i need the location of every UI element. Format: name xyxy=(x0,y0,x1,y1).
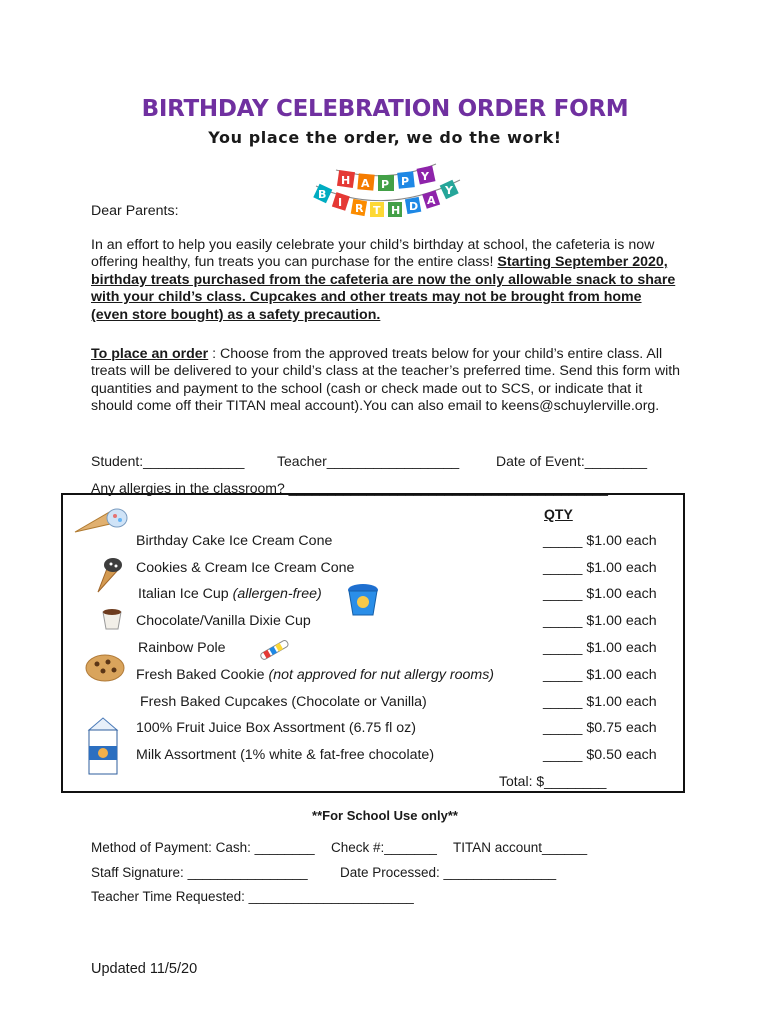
order-instructions-text: : Choose from the approved treats below for your child’s entire class. All treats will be delivered to your child’s class at the teacher’s preferred time. Send this form with quantities and payment to the school (cash or check made out to SCS, or indicate that it should come off their TITAN meal account).You can also email to keens@schuylerville.org. xyxy=(91,346,681,415)
price-rainbow-pole[interactable]: _____ $1.00 each xyxy=(543,640,657,656)
school-use-heading: **For School Use only** xyxy=(312,808,458,823)
svg-text:H: H xyxy=(341,174,351,187)
dixie-cup-image xyxy=(101,608,123,632)
item-milk: Milk Assortment (1% white & fat-free chocolate) xyxy=(136,747,435,763)
svg-text:P: P xyxy=(401,175,410,188)
svg-text:T: T xyxy=(373,204,381,217)
check-number-field[interactable]: Check #:_______ xyxy=(331,840,437,855)
banner-flag-h xyxy=(337,170,355,188)
allergies-field[interactable]: Any allergies in the classroom? _________________________________________ xyxy=(91,480,608,496)
page-subtitle: You place the order, we do the work! xyxy=(208,128,562,147)
qty-header: QTY xyxy=(544,506,573,522)
banner-flag-y xyxy=(417,166,436,185)
price-fresh-cookie[interactable]: _____ $1.00 each xyxy=(543,667,657,683)
order-heading: To place an order xyxy=(91,346,209,362)
cookie-image xyxy=(84,653,126,683)
item-italian-ice-name: Italian Ice Cup xyxy=(138,586,233,602)
svg-text:B: B xyxy=(318,188,327,201)
banner-flag-p1 xyxy=(378,175,394,191)
price-birthday-cake-cone[interactable]: _____ $1.00 each xyxy=(543,533,657,549)
greeting: Dear Parents: xyxy=(91,203,179,219)
price-juice-box[interactable]: _____ $0.75 each xyxy=(543,720,657,736)
policy-notice: Starting September 2020, birthday treats purchased from the cafeteria are now the only allowable snack to share with your child’s class. Cupcakes and other treats may not be brought from home (even store bought) as a safety precaution. xyxy=(91,254,676,323)
banner-flag-p2 xyxy=(397,171,415,189)
item-rainbow-pole: Rainbow Pole xyxy=(138,640,226,656)
milk-carton-image xyxy=(83,716,123,776)
banner-flag-y2 xyxy=(440,180,459,200)
item-cupcakes: Fresh Baked Cupcakes (Chocolate or Vanilla) xyxy=(140,694,427,710)
svg-text:Y: Y xyxy=(421,170,429,183)
banner-flag-b xyxy=(313,184,332,204)
banner-flag-a xyxy=(357,173,374,190)
item-italian-ice-note: (allergen-free) xyxy=(232,586,322,602)
italian-ice-cup-image xyxy=(346,582,380,618)
price-milk[interactable]: _____ $0.50 each xyxy=(543,747,657,763)
rainbow-pole-image xyxy=(255,636,295,662)
titan-account-field[interactable]: TITAN account______ xyxy=(453,840,588,855)
order-instructions xyxy=(91,346,681,416)
order-total[interactable]: Total: $________ xyxy=(499,773,607,789)
teacher-field[interactable]: Teacher_________________ xyxy=(277,453,460,469)
item-fresh-cookie-note: (not approved for nut allergy rooms) xyxy=(268,667,495,683)
cookies-cream-cone-image xyxy=(94,556,124,594)
svg-text:I: I xyxy=(338,196,343,209)
intro-paragraph xyxy=(91,237,681,324)
price-dixie-cup[interactable]: _____ $1.00 each xyxy=(543,613,657,629)
date-processed-field[interactable]: Date Processed: _______________ xyxy=(340,865,557,880)
item-dixie-cup: Chocolate/Vanilla Dixie Cup xyxy=(136,613,311,629)
svg-text:Y: Y xyxy=(445,184,453,197)
birthday-cake-cone-image xyxy=(73,506,129,540)
staff-signature-field[interactable]: Staff Signature: ________________ xyxy=(91,865,308,880)
price-italian-ice[interactable]: _____ $1.00 each xyxy=(543,586,657,602)
svg-text:R: R xyxy=(355,202,364,215)
updated-date: Updated 11/5/20 xyxy=(91,961,198,977)
svg-text:A: A xyxy=(427,194,436,207)
student-field[interactable]: Student:_____________ xyxy=(91,453,245,469)
payment-cash-field[interactable]: Method of Payment: Cash: ________ xyxy=(91,840,315,855)
item-fresh-cookie xyxy=(136,667,494,683)
item-birthday-cake-cone: Birthday Cake Ice Cream Cone xyxy=(136,533,333,549)
svg-text:H: H xyxy=(391,204,401,217)
item-italian-ice xyxy=(138,586,322,602)
price-cupcakes[interactable]: _____ $1.00 each xyxy=(543,694,657,710)
item-cookies-cream-cone: Cookies & Cream Ice Cream Cone xyxy=(136,560,355,576)
page-title: BIRTHDAY CELEBRATION ORDER FORM xyxy=(141,96,629,122)
item-juice-box: 100% Fruit Juice Box Assortment (6.75 fl oz) xyxy=(136,720,416,736)
svg-text:A: A xyxy=(361,177,370,190)
svg-text:D: D xyxy=(409,200,419,213)
item-fresh-cookie-name: Fresh Baked Cookie xyxy=(136,667,269,683)
date-of-event-field[interactable]: Date of Event:________ xyxy=(496,453,648,469)
svg-text:P: P xyxy=(381,178,390,191)
intro-text: In an effort to help you easily celebrate your child’s birthday at school, the cafeteria is now offering healthy, fun treats you can purchase for the entire class! xyxy=(91,237,655,271)
price-cookies-cream-cone[interactable]: _____ $1.00 each xyxy=(543,560,657,576)
teacher-time-field[interactable]: Teacher Time Requested: ______________________ xyxy=(91,889,414,904)
